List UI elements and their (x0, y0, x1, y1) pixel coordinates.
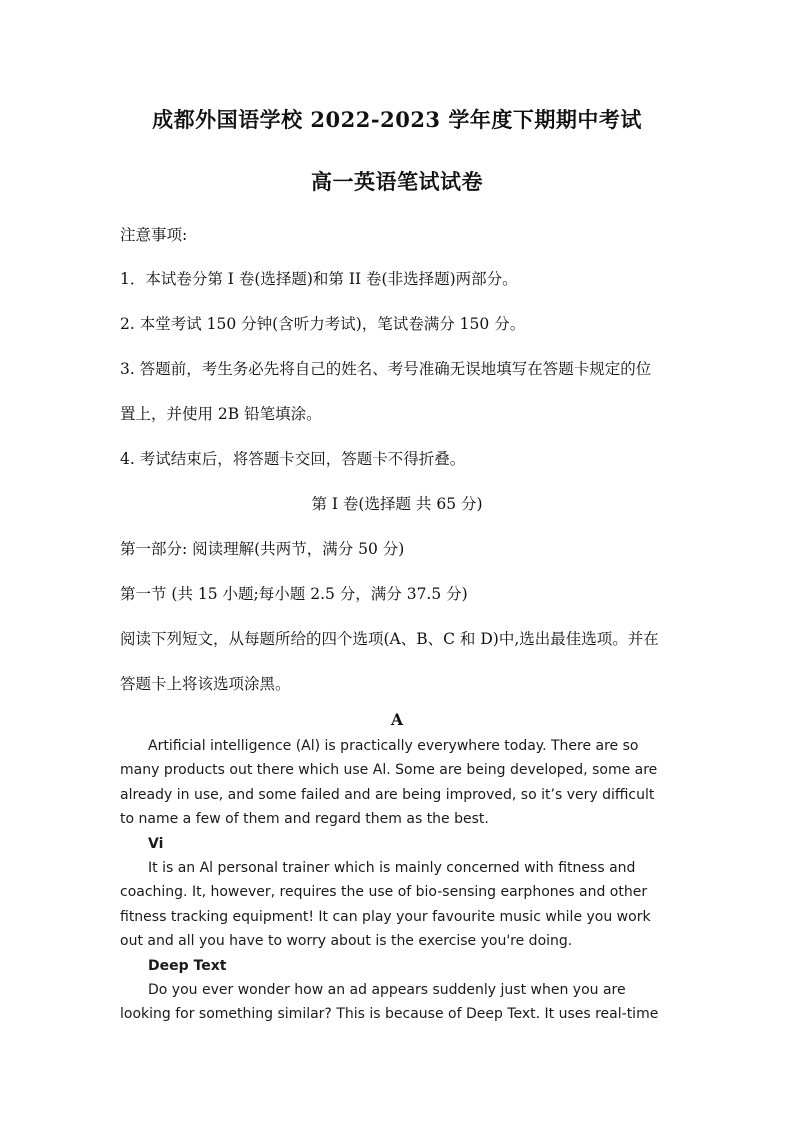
directions-line-1: 阅读下列短文，从每题所给的四个选项(A、B、C 和 D)中,选出最佳选项。并在 (120, 630, 659, 648)
product-title-deep-text: Deep Text (148, 958, 227, 974)
instruction-item-3-line-1: 3. 答题前，考生务必先将自己的姓名、考号准确无误地填写在答题卡规定的位 (120, 360, 652, 378)
product-vi-line: fitness tracking equipment! It can play your favourite music while you work (120, 909, 651, 925)
product-title-vi: Vi (148, 836, 164, 852)
product-vi-line: out and all you have to worry about is the exercise you're doing. (120, 933, 573, 949)
directions-line-2: 答题卡上将该选项涂黑。 (120, 675, 291, 693)
volume-title: 第 I 卷(选择题 共 65 分) (311, 495, 483, 513)
part-title: 第一部分: 阅读理解(共两节，满分 50 分) (120, 540, 405, 558)
passage-intro-line: many products out there which use Al. Some are being developed, some are (120, 762, 658, 778)
product-vi-line: coaching. It, however, requires the use of bio-sensing earphones and other (120, 884, 648, 900)
exam-subtitle: 高一英语笔试试卷 (311, 169, 483, 194)
instructions-heading: 注意事项: (120, 226, 188, 244)
passage-letter: A (390, 710, 404, 729)
instruction-item-4: 4. 考试结束后，将答题卡交回，答题卡不得折叠。 (120, 450, 466, 468)
exam-title: 成都外国语学校 2022-2023 学年度下期期中考试 (152, 107, 642, 132)
instruction-item-3-line-2: 置上，并使用 2B 铅笔填涂。 (120, 405, 322, 423)
passage-intro-line: already in use, and some failed and are being improved, so it’s very difficult (120, 787, 655, 803)
subsection-title: 第一节 (共 15 小题;每小题 2.5 分，满分 37.5 分) (120, 585, 468, 603)
product-vi-line: It is an Al personal trainer which is mainly concerned with fitness and (148, 860, 636, 876)
instruction-item-2: 2. 本堂考试 150 分钟(含听力考试)，笔试卷满分 150 分。 (120, 315, 526, 333)
instruction-item-1: 1．本试卷分第 I 卷(选择题)和第 II 卷(非选择题)两部分。 (120, 270, 518, 288)
passage-intro-line: Artificial intelligence (Al) is practically everywhere today. There are so (148, 738, 639, 754)
product-deep-text-line: looking for something similar? This is because of Deep Text. It uses real-time (120, 1006, 659, 1022)
product-deep-text-line: Do you ever wonder how an ad appears suddenly just when you are (148, 982, 626, 998)
passage-intro-line: to name a few of them and regard them as the best. (120, 811, 489, 827)
